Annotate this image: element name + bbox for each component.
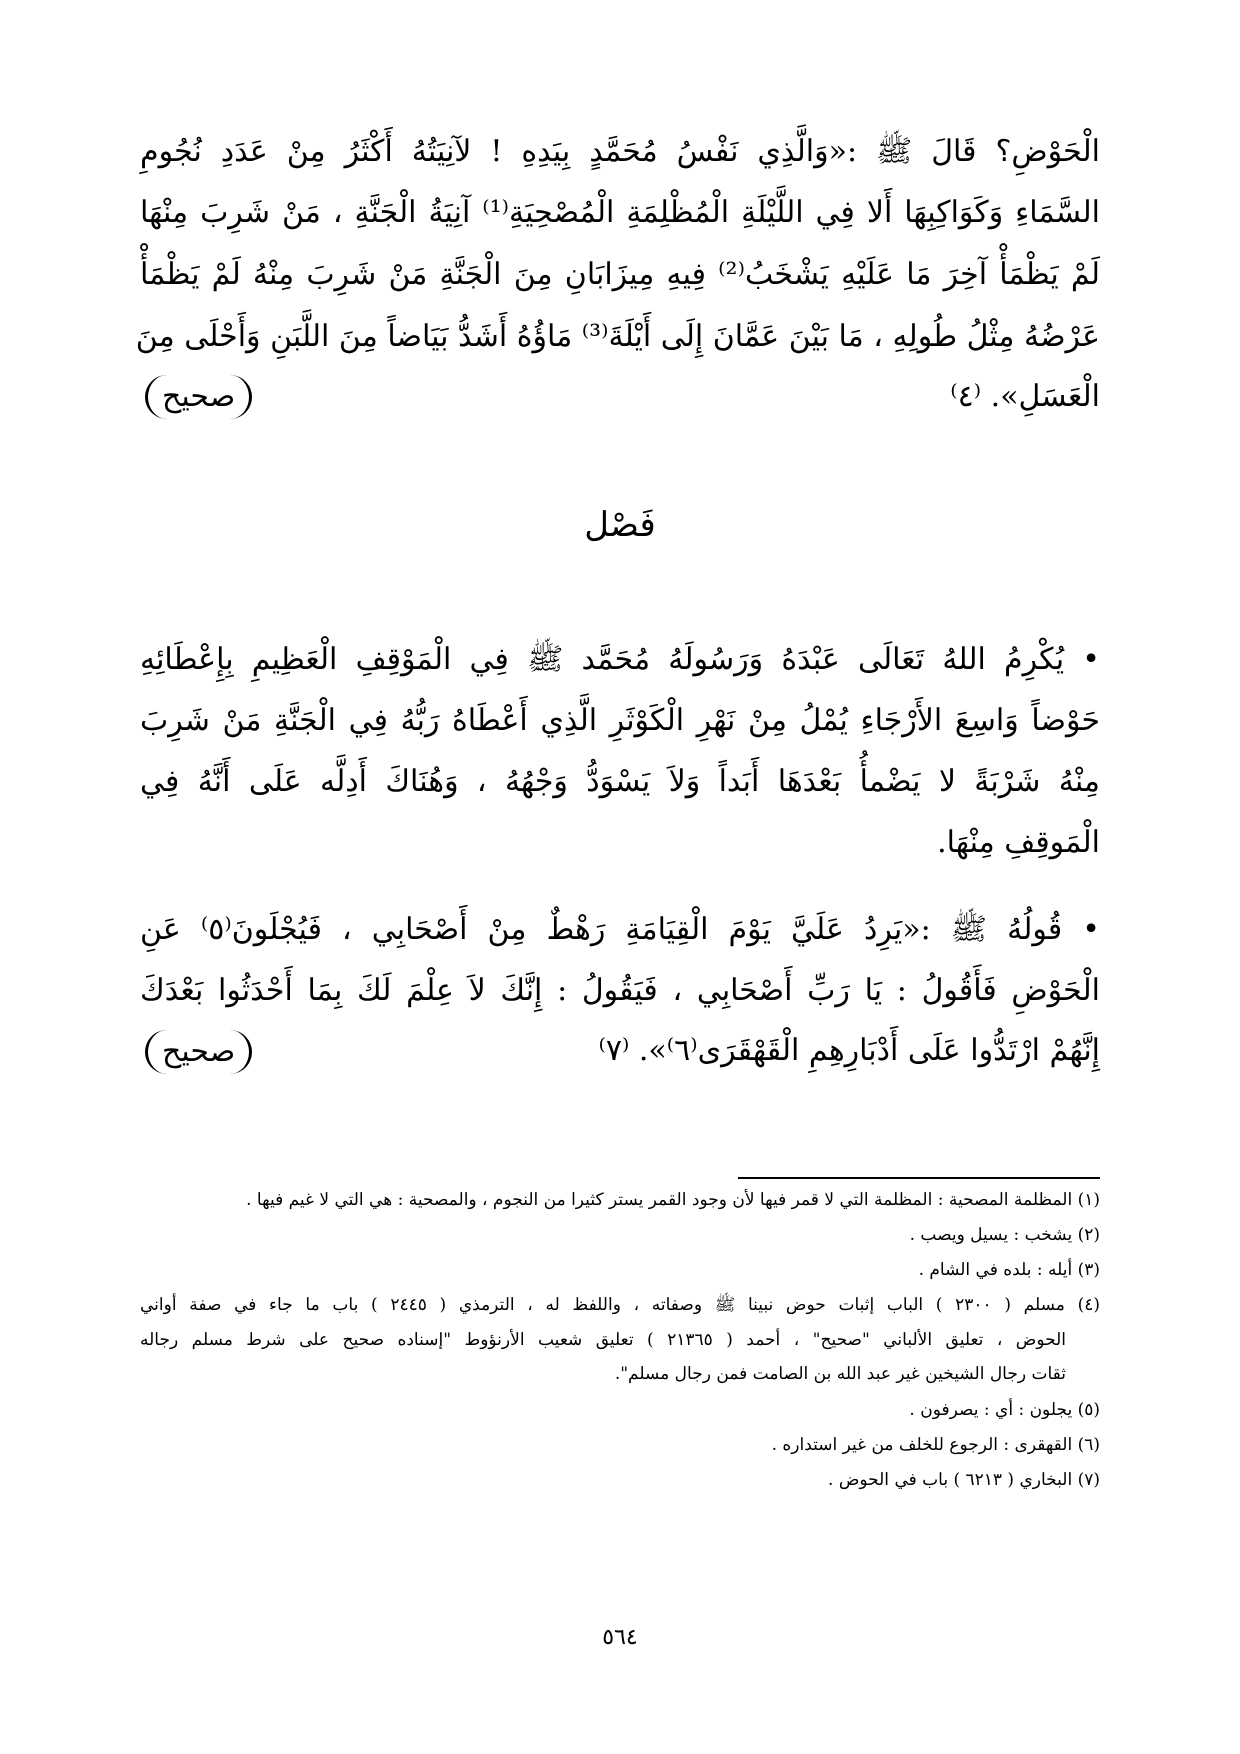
footnote: (٣) أيله : بلده في الشام . <box>918 1260 1100 1280</box>
text-line: عَرْضُهُ مِثْلُ طُولِهِ ، مَا بَيْنَ عَمَّانَ إِلَى أَيْلَةَ⁽³⁾ مَاؤُهُ أَشَدُّ بَيَاضاً مِنَ اللَّبَنِ وَأَحْلَى مِنَ <box>135 319 1100 354</box>
text-line: • يُكْرِمُ اللهُ تَعَالَى عَبْدَهُ وَرَسُولَهُ مُحَمَّد ﷺ فِي الْمَوْقِفِ الْعَظِيمِ بِإِعْطَائِهِ <box>140 642 1100 677</box>
footnote-continued: الحوض ، تعليق الألباني "صحيح" ، أحمد ( ٢١٣٦٥ ) تعليق شعيب الأرنؤوط "إسناده صحيح على شرط مسلم رجاله <box>140 1330 1066 1350</box>
text-line: لَمْ يَظْمَأْ آخِرَ مَا عَلَيْهِ يَشْخَبُ⁽²⁾ فِيهِ مِيزَابَانِ مِنَ الْجَنَّةِ مَنْ شَرِبَ مِنْهُ لَمْ يَظْمَأْ <box>140 257 1100 292</box>
grade-badge: صحيح <box>145 1030 252 1074</box>
footnote-divider <box>738 1177 1100 1179</box>
footnote: (٥) يجلون : أي : يصرفون . <box>909 1400 1100 1420</box>
page-number: ٥٦٤ <box>602 1625 638 1650</box>
footnote: (٧) البخاري ( ٦٢١٣ ) باب في الحوض . <box>828 1470 1100 1490</box>
text-line: الْعَسَلِ». ⁽٤⁾ <box>950 379 1100 414</box>
text-line: إِنَّهُمْ ارْتَدُّوا عَلَى أَدْبَارِهِمِ الْقَهْقَرَى⁽٦⁾». ⁽٧⁾ <box>598 1033 1100 1068</box>
footnote-continued: ثقات رجال الشيخين غير عبد الله بن الصامت فمن رجال مسلم". <box>614 1364 1066 1384</box>
footnote: (٢) يشخب : يسيل ويصب . <box>909 1225 1100 1245</box>
footnote: (١) المظلمة المصحية : المظلمة التي لا قمر فيها لأن وجود القمر يستر كثيرا من النجوم ، والمصحية : هي التي لا غيم فيها . <box>246 1190 1100 1210</box>
footnote: (٤) مسلم ( ٢٣٠٠ ) الباب إثبات حوض نبينا ﷺ وصفاته ، واللفظ له ، الترمذي ( ٢٤٤٥ ) باب ما جاء في صفة أواني <box>140 1295 1100 1315</box>
grade-badge: صحيح <box>145 375 252 419</box>
section-heading: فَصْل <box>584 505 656 545</box>
text-line: الْحَوْضِ؟ قَالَ ﷺ :«وَالَّذِي نَفْسُ مُحَمَّدٍ بِيَدِهِ ! لآنِيَتُهُ أَكْثَرُ مِنْ عَدَدِ نُجُومِ <box>140 134 1100 169</box>
text-line: السَّمَاءِ وَكَوَاكِبِهَا أَلا فِي اللَّيْلَةِ الْمُظْلِمَةِ الْمُصْحِيَةِ⁽¹⁾ آنِيَةُ الْجَنَّةِ ، مَنْ شَرِبَ مِنْهَا <box>140 195 1100 230</box>
text-line: مِنْهُ شَرْبَةً لا يَضْمأُ بَعْدَهَا أَبَداً وَلاَ يَسْوَدُّ وَجْهُهُ ، وَهُنَاكَ أَدِلَّه عَلَى أَنَّهُ فِي <box>140 764 1100 799</box>
text-line: • قُولُهُ ﷺ :«يَرِدُ عَلَيَّ يَوْمَ الْقِيَامَةِ رَهْطٌ مِنْ أَصْحَابِي ، فَيُجْلَونَ⁽٥⁾ عَنِ <box>140 912 1100 947</box>
text-line: حَوْضاً وَاسِعَ الأَرْجَاءِ يُمْلُ مِنْ نَهْرِ الْكَوْثَرِ الَّذِي أَعْطَاهُ رَبُّهُ فِي الْجَنَّةِ مَنْ شَرِبَ <box>140 703 1100 738</box>
footnote: (٦) القهقرى : الرجوع للخلف من غير استداره . <box>771 1435 1100 1455</box>
text-line: الْحَوْضِ فَأَقُولُ : يَا رَبِّ أَصْحَابِي ، فَيَقُولُ : إِنَّكَ لاَ عِلْمَ لَكَ بِمَا أَحْدَثُوا بَعْدَكَ <box>140 973 1100 1008</box>
text-line: الْمَوقِفِ مِنْهَا. <box>937 825 1100 860</box>
